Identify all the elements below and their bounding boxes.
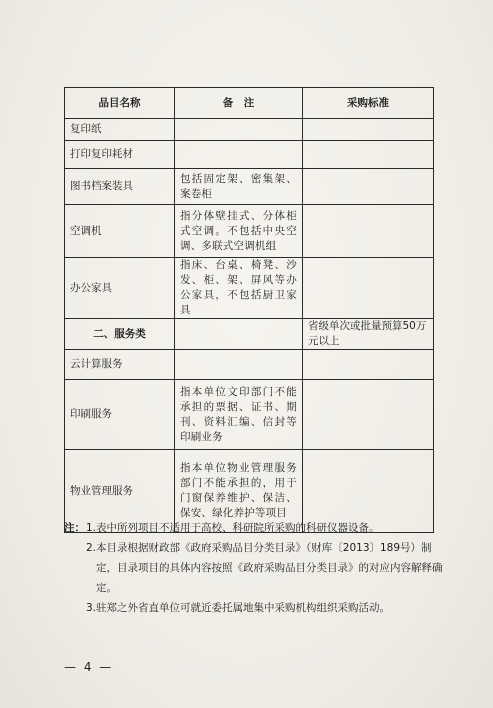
cell-standard (303, 119, 434, 141)
footnote-label: 注： (64, 522, 85, 534)
footnote-number: 2. (86, 542, 97, 554)
cell-remarks (175, 141, 303, 169)
cell-standard (303, 380, 434, 450)
procurement-catalog-table (64, 87, 434, 533)
table-row (65, 350, 434, 380)
table-row (65, 258, 434, 319)
table-body (65, 119, 434, 533)
footnotes (64, 518, 444, 618)
cell-remarks (175, 350, 303, 380)
cell-standard (303, 258, 434, 319)
cell-remarks (175, 119, 303, 141)
cell-standard: 省级单次或批量预算50万元以上 (303, 319, 434, 350)
cell-remarks: 包括固定架、密集架、案卷柜 (175, 169, 303, 205)
table-row (65, 141, 434, 169)
column-header-remarks: 备 注 (175, 88, 303, 119)
page-number: — 4 — (64, 660, 114, 674)
table-row (65, 119, 434, 141)
cell-item-name: 二、服务类 (65, 319, 175, 350)
cell-standard (303, 169, 434, 205)
cell-item-name: 打印复印耗材 (65, 141, 175, 169)
table-row (65, 380, 434, 450)
cell-remarks (175, 319, 303, 350)
table-header-row (65, 88, 434, 119)
cell-item-name: 云计算服务 (65, 350, 175, 380)
cell-item-name: 办公家具 (65, 258, 175, 319)
footnote-3 (64, 598, 444, 618)
footnote-number: 1. (86, 522, 97, 534)
cell-remarks: 指分体壁挂式、分体柜式空调。不包括中央空调、多联式空调机组 (175, 205, 303, 258)
table-row (65, 205, 434, 258)
column-header-standard: 采购标准 (303, 88, 434, 119)
cell-item-name: 物业管理服务 (65, 450, 175, 533)
cell-standard (303, 141, 434, 169)
cell-standard (303, 350, 434, 380)
table-row (65, 169, 434, 205)
cell-item-name: 复印纸 (65, 119, 175, 141)
column-header-item-name: 品目名称 (65, 88, 175, 119)
cell-standard (303, 205, 434, 258)
cell-item-name: 印刷服务 (65, 380, 175, 450)
table-row (65, 319, 434, 350)
cell-remarks: 指本单位物业管理服务部门不能承担的，用于门窗保养维护、保洁、保安、绿化养护等项目 (175, 450, 303, 533)
footnote-text: 驻郑之外省直单位可就近委托属地集中采购机构组织采购活动。 (96, 602, 391, 614)
footnote-2 (64, 538, 444, 598)
cell-item-name: 图书档案装具 (65, 169, 175, 205)
cell-remarks: 指床、台桌、椅凳、沙发、柜、架、屏风等办公家具，不包括厨卫家具 (175, 258, 303, 319)
footnote-1 (64, 518, 444, 538)
cell-item-name: 空调机 (65, 205, 175, 258)
cell-remarks: 指本单位文印部门不能承担的票据、证书、期刊、资料汇编、信封等印刷业务 (175, 380, 303, 450)
footnote-number: 3. (86, 602, 97, 614)
footnote-text: 本目录根据财政部《政府采购品目分类目录》（财库〔2013〕189号）制定，目录项目的具体内容按照《政府采购品目分类目录》的对应内容解释确定。 (96, 542, 443, 594)
footnote-text: 表中所列项目不适用于高校、科研院所采购的科研仪器设备。 (96, 522, 380, 534)
